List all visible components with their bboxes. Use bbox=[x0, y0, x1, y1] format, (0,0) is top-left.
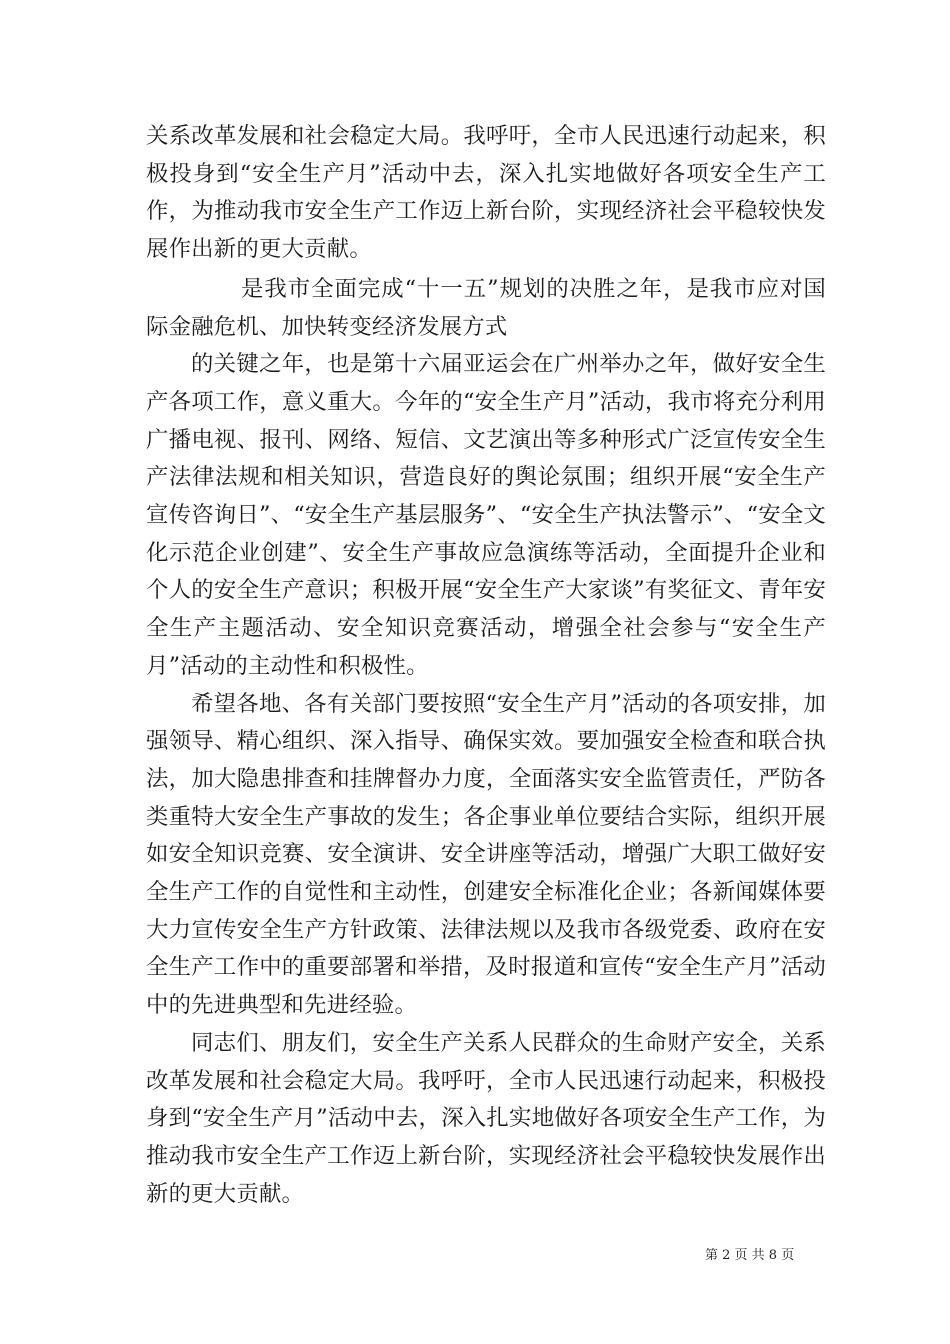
paragraph-1: 关系改革发展和社会稳定大局。我呼吁，全市人民迅速行动起来，积极投身到“安全生产月”活动中去，深入扎实地做好各项安全生产工作，为推动我市安全生产工作迈上新台阶，实现经济社会平稳较快发展作出新的更大贡献。 bbox=[146, 123, 826, 263]
paragraph-4: 希望各地、各有关部门要按照“安全生产月”活动的各项安排，加强领导、精心组织、深入指导、确保实效。要加强安全检查和联合执法，加大隐患排查和挂牌督办力度，全面落实安全监管责任，严防各类重特大安全生产事故的发生；各企事业单位要结合实际，组织开展如安全知识竞赛、安全演讲、安全讲座等活动，增强广大职工做好安全生产工作的自觉性和主动性，创建安全标准化企业；各新闻媒体要大力宣传安全生产方针政策、法律法规以及我市各级党委、政府在安全生产工作中的重要部署和举措，及时报道和宣传“安全生产月”活动中的先进典型和先进经验。 bbox=[146, 690, 826, 1019]
paragraph-3: 的关键之年，也是第十六届亚运会在广州举办之年，做好安全生产各项工作，意义重大。今年的“安全生产月”活动，我市将充分利用广播电视、报刊、网络、短信、文艺演出等多种形式广泛宣传安全生产法律法规和相关知识，营造良好的舆论氛围；组织开展“安全生产宣传咨询日”、“安全生产基层服务”、“安全生产执法警示”、“安全文化示范企业创建”、安全生产事故应急演练等活动，全面提升企业和个人的安全生产意识；积极开展“安全生产大家谈”有奖征文、青年安全生产主题活动、安全知识竞赛活动，增强全社会参与“安全生产月”活动的主动性和积极性。 bbox=[146, 351, 826, 679]
paragraph-5: 同志们、朋友们，安全生产关系人民群众的生命财产安全，关系改革发展和社会稳定大局。我呼吁，全市人民迅速行动起来，积极投身到“安全生产月”活动中去，深入扎实地做好各项安全生产工作，为推动我市安全生产工作迈上新台阶，实现经济社会平稳较快发展作出新的更大贡献。 bbox=[146, 1029, 826, 1207]
document-body bbox=[146, 118, 826, 1213]
paragraph-2: 是我市全面完成“十一五”规划的决胜之年，是我市应对国际金融危机、加快转变经济发展方式 bbox=[146, 275, 826, 340]
page-footer: 第 2 页 共 8 页 bbox=[705, 1248, 795, 1263]
